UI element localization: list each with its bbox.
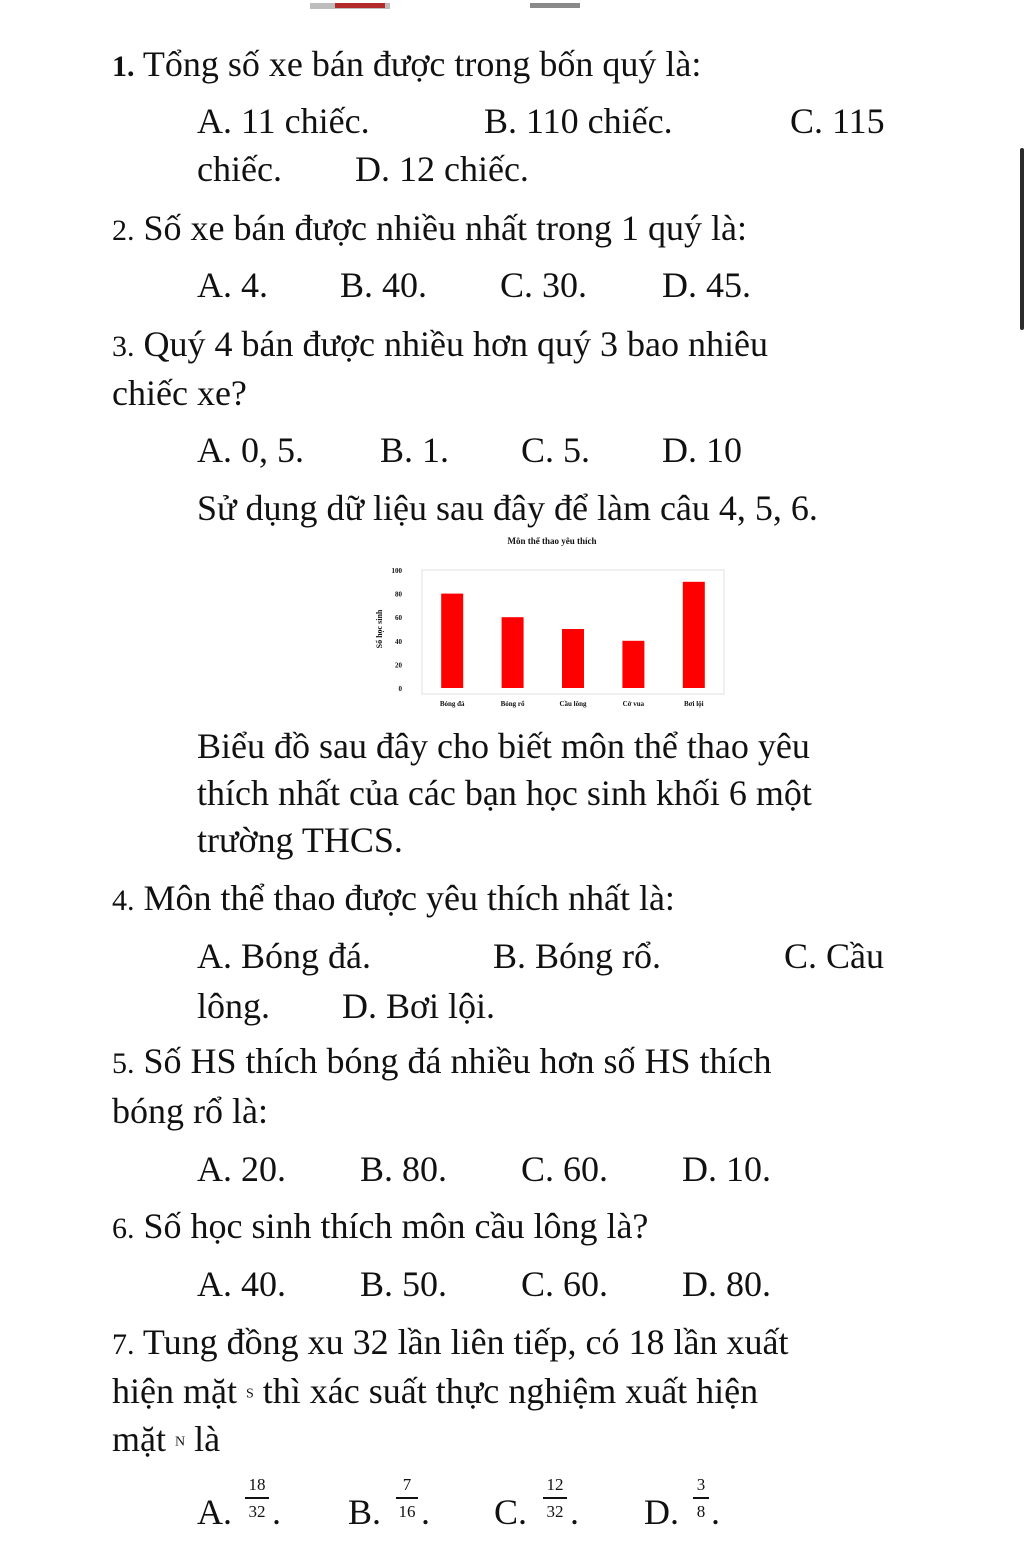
q3-option-b[interactable]: B. 1. [380,430,450,470]
bar-2 [502,617,524,688]
option-end: . [421,1492,430,1532]
question-text-line-1: Tung đồng xu 32 lần liên tiếp, có 18 lần xuất [142,1322,789,1362]
fraction-denominator: 32 [248,1502,266,1521]
q1-option-b[interactable]: B. 110 chiếc. [484,101,673,141]
q1-option-d[interactable]: D. 12 chiếc. [355,149,529,189]
bar-5 [683,582,705,688]
q2-option-d[interactable]: D. 45. [662,265,751,305]
q7-line2-end: thì xác suất thực nghiệm xuất hiện [262,1371,759,1411]
q5-option-d[interactable]: D. 10. [682,1149,771,1189]
question-4 [112,880,675,916]
fraction-bar [543,1497,567,1499]
q3-option-c[interactable]: C. 5. [521,430,591,470]
q6-option-d[interactable]: D. 80. [682,1264,771,1304]
y-tick-label: 20 [395,661,402,670]
q4-option-d[interactable]: D. Bơi lội. [342,986,496,1026]
question-1 [112,46,701,82]
fraction-denominator: 8 [696,1502,706,1521]
x-tick-label: Cầu lông [559,700,587,708]
question-number: 2. [112,214,135,247]
question-text-line-3 [112,1421,220,1457]
bar-3 [562,629,584,688]
coin-face-n-symbol: N [174,1434,186,1450]
question-number: 7. [112,1328,135,1361]
question-number: 4. [112,884,135,917]
question-number: 1. [112,50,135,83]
option-end: . [570,1492,579,1532]
fraction-numerator: 12 [546,1475,564,1494]
bar-chart [370,530,730,715]
y-tick-label: 80 [395,590,402,599]
q4-option-b[interactable]: B. Bóng rổ. [493,936,662,976]
question-text: Số xe bán được nhiều nhất trong 1 quý là: [143,208,747,248]
question-text: Số học sinh thích môn cầu lông là? [143,1206,649,1246]
q4-option-c[interactable]: C. Cầu [784,936,885,976]
question-5 [112,1043,772,1079]
question-2 [112,210,747,246]
question-number: 6. [112,1212,135,1245]
option-label: B. [348,1492,382,1532]
q3-option-a[interactable]: A. 0, 5. [197,430,304,470]
fraction-denominator: 16 [398,1502,416,1521]
q2-option-b[interactable]: B. 40. [340,265,428,305]
q1-option-c[interactable]: C. 115 [790,101,885,141]
q6-option-b[interactable]: B. 50. [360,1264,448,1304]
q6-option-c[interactable]: C. 60. [521,1264,609,1304]
option-label: C. [494,1492,528,1532]
x-tick-label: Bóng rổ [500,700,525,708]
option-label: A. [197,1492,232,1532]
q1-option-c-continued: chiếc. [197,149,282,189]
chart-bars [441,582,705,688]
chart-caption-line-2: thích nhất của các bạn học sinh khối 6 một [197,773,812,813]
question-text-line-1: Số HS thích bóng đá nhiều hơn số HS thích [143,1041,772,1081]
scrollbar[interactable] [1020,148,1024,330]
question-text-line-1: Quý 4 bán được nhiều hơn quý 3 bao nhiêu [143,324,768,364]
q2-option-a[interactable]: A. 4. [197,265,268,305]
chart-caption-line-1: Biểu đồ sau đây cho biết môn thể thao yêu [197,726,810,766]
x-tick-label: Cờ vua [622,700,645,708]
chart-caption-line-3: trường THCS. [197,820,403,860]
data-intro: Sử dụng dữ liệu sau đây để làm câu 4, 5, 6. [197,488,818,528]
question-number: 5. [112,1047,135,1080]
x-tick-label: Bơi lội [683,700,704,708]
q1-option-a[interactable]: A. 11 chiếc. [197,101,370,141]
q5-option-b[interactable]: B. 80. [360,1149,448,1189]
question-text: Môn thể thao được yêu thích nhất là: [143,878,675,918]
chart-title: Môn thể thao yêu thích [507,536,597,546]
fraction-bar [245,1497,269,1499]
q7-line3-start: mặt [112,1419,166,1459]
y-tick-label: 0 [398,685,402,693]
fraction-bar [693,1497,709,1499]
cropped-image-strip [300,0,720,10]
fraction-numerator: 3 [696,1475,706,1494]
fraction-bar [396,1497,418,1499]
chart-x-labels [440,700,704,708]
q7-line2-start: hiện mặt [112,1371,237,1411]
question-text-line-2: bóng rổ là: [112,1091,268,1131]
question-6 [112,1208,648,1244]
question-number: 3. [112,330,135,363]
option-end: . [272,1492,281,1532]
y-tick-label: 100 [391,567,402,575]
cropped-image-fragment [300,3,720,13]
q5-option-c[interactable]: C. 60. [521,1149,609,1189]
q5-option-a[interactable]: A. 20. [197,1149,286,1189]
coin-face-s-symbol: S [245,1386,254,1402]
y-tick-label: 60 [395,614,402,623]
q2-option-c[interactable]: C. 30. [500,265,588,305]
q7-line3-end: là [194,1419,221,1459]
q4-option-a[interactable]: A. Bóng đá. [197,936,371,976]
q4-option-c-continued: lông. [197,986,271,1026]
y-tick-label: 40 [395,637,402,646]
x-tick-label: Bóng đá [439,700,465,708]
bar-1 [441,594,463,688]
q6-option-a[interactable]: A. 40. [197,1264,286,1304]
question-text-line-2 [112,1373,758,1409]
q3-option-d[interactable]: D. 10 [662,430,742,470]
question-text: Tổng số xe bán được trong bốn quý là: [142,44,702,84]
bar-4 [622,641,644,688]
fraction-numerator: 7 [402,1475,412,1494]
option-end: . [711,1492,720,1532]
fraction-denominator: 32 [546,1502,564,1521]
question-text-line-2: chiếc xe? [112,373,247,413]
question-3 [112,326,768,362]
question-7 [112,1324,788,1360]
chart-y-label: Số học sinh [375,609,384,649]
fraction-numerator: 18 [248,1475,266,1494]
chart-y-ticks [392,567,403,693]
option-label: D. [644,1492,679,1532]
